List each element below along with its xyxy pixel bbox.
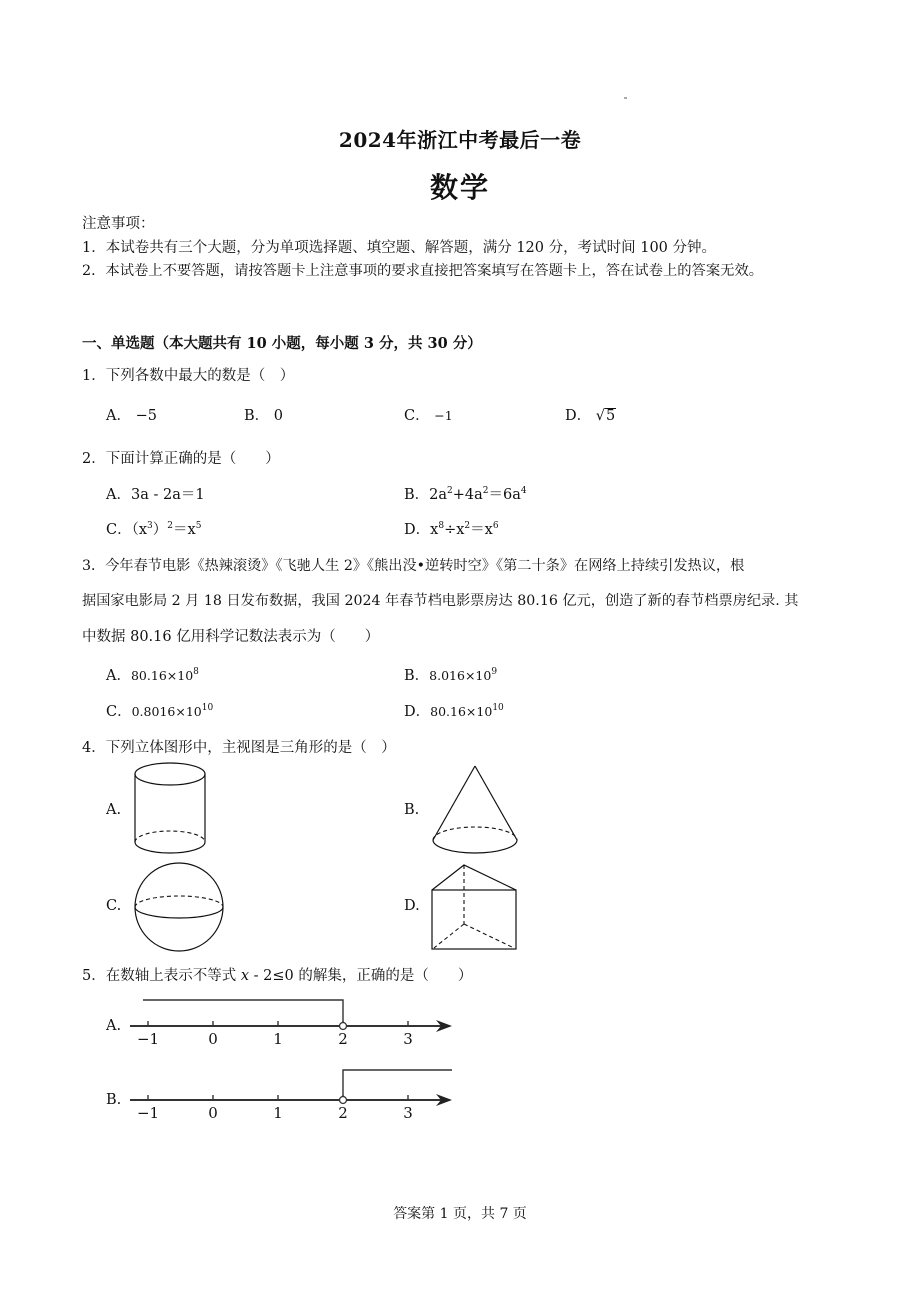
question-stem-line: 据国家电影局 2 月 18 日发布数据，我国 2024 年春节档电影票房达 80.16 亿元，创造了新的春节档票房纪录. 其 [82, 593, 799, 609]
q4-option-b-label: B. [404, 802, 420, 818]
page-footer: 答案第 1 页，共 7 页 [393, 1206, 527, 1222]
question-stem-line: 3．今年春节电影《热辣滚烫》《飞驰人生 2》《熊出没•逆转时空》《第二十条》在网络上持续引发热议，根 [82, 558, 745, 574]
q2-option-b: B．$2a^2+4a^2=6a^4$ [404, 486, 527, 503]
tick-label: 1 [273, 1030, 283, 1048]
q2-option-a: A．3a - 2a＝1 [106, 487, 205, 503]
question-stem-line: 中数据 80.16 亿用科学记数法表示为（ ） [82, 629, 380, 645]
q3-option-b: B．$8.016\times 10^9$ [404, 667, 498, 684]
tick-label: −1 [136, 1030, 160, 1048]
tick-label: 3 [403, 1030, 413, 1048]
question-stem: 4．下列立体图形中，主视图是三角形的是（ ） [82, 740, 396, 756]
question-stem: 5．在数轴上表示不等式 x - 2≤0 的解集，正确的是（ ） [82, 968, 473, 984]
sphere-figure [132, 862, 226, 952]
sqrt-symbol: √5 [595, 408, 616, 424]
q2-option-d: D．$x^8\div x^2=x^6$ [404, 521, 499, 538]
q3-option-c: C．$0.8016\times 10^{10}$ [106, 703, 214, 720]
section-heading: 一、单选题（本大题共有 10 小题，每小题 3 分，共 30 分） [82, 335, 482, 352]
q1-option-d: D． √5 [565, 408, 616, 424]
open-circle-endpoint [340, 1023, 347, 1030]
q5-option-b-label: B. [106, 1092, 122, 1108]
q4-option-a-label: A. [106, 802, 122, 818]
q1-option-c: C． −1 [404, 408, 453, 424]
solution-bracket [143, 1000, 343, 1023]
scan-mark [624, 97, 627, 99]
open-circle-endpoint [340, 1097, 347, 1104]
tick-label: 3 [403, 1104, 413, 1122]
q1-option-b: B． 0 [244, 408, 283, 424]
q4-option-d-label: D. [404, 898, 420, 914]
tick-label: 2 [338, 1104, 348, 1122]
exam-title: 2024年浙江中考最后一卷 [338, 128, 582, 152]
cylinder-figure [130, 762, 210, 858]
cone-figure [430, 764, 520, 858]
number-line-b [130, 1070, 460, 1120]
tick-label: 0 [208, 1030, 218, 1048]
tick-label: −1 [136, 1104, 160, 1122]
notice-item: 2．本试卷上不要答题，请按答题卡上注意事项的要求直接把答案填写在答题卡上，答在试卷上的答案无效。 [82, 263, 764, 279]
tick-label: 1 [273, 1104, 283, 1122]
number-line-a [130, 996, 460, 1046]
q3-option-d: D．$80.16\times 10^{10}$ [404, 703, 504, 720]
question-stem: 2．下面计算正确的是（ ） [82, 451, 280, 467]
q5-option-a-label: A. [106, 1018, 122, 1034]
solution-bracket [343, 1070, 452, 1097]
tick-label: 0 [208, 1104, 218, 1122]
subject-title: 数学 [429, 171, 490, 204]
notice-item: 1．本试卷共有三个大题，分为单项选择题、填空题、解答题，满分 120 分，考试时间 100 分钟。 [82, 240, 717, 256]
tick-label: 2 [338, 1030, 348, 1048]
q1-option-a: A． −5 [106, 408, 157, 424]
question-stem: 1．下列各数中最大的数是（ ） [82, 368, 295, 384]
q3-option-a: A．$80.16\times 10^8$ [106, 667, 199, 684]
q4-option-c-label: C. [106, 898, 122, 914]
notice-heading: 注意事项： [82, 216, 155, 232]
q2-option-c: C．$(x^3)^2=x^5$ [106, 521, 202, 538]
triangular-prism-figure [431, 862, 517, 952]
